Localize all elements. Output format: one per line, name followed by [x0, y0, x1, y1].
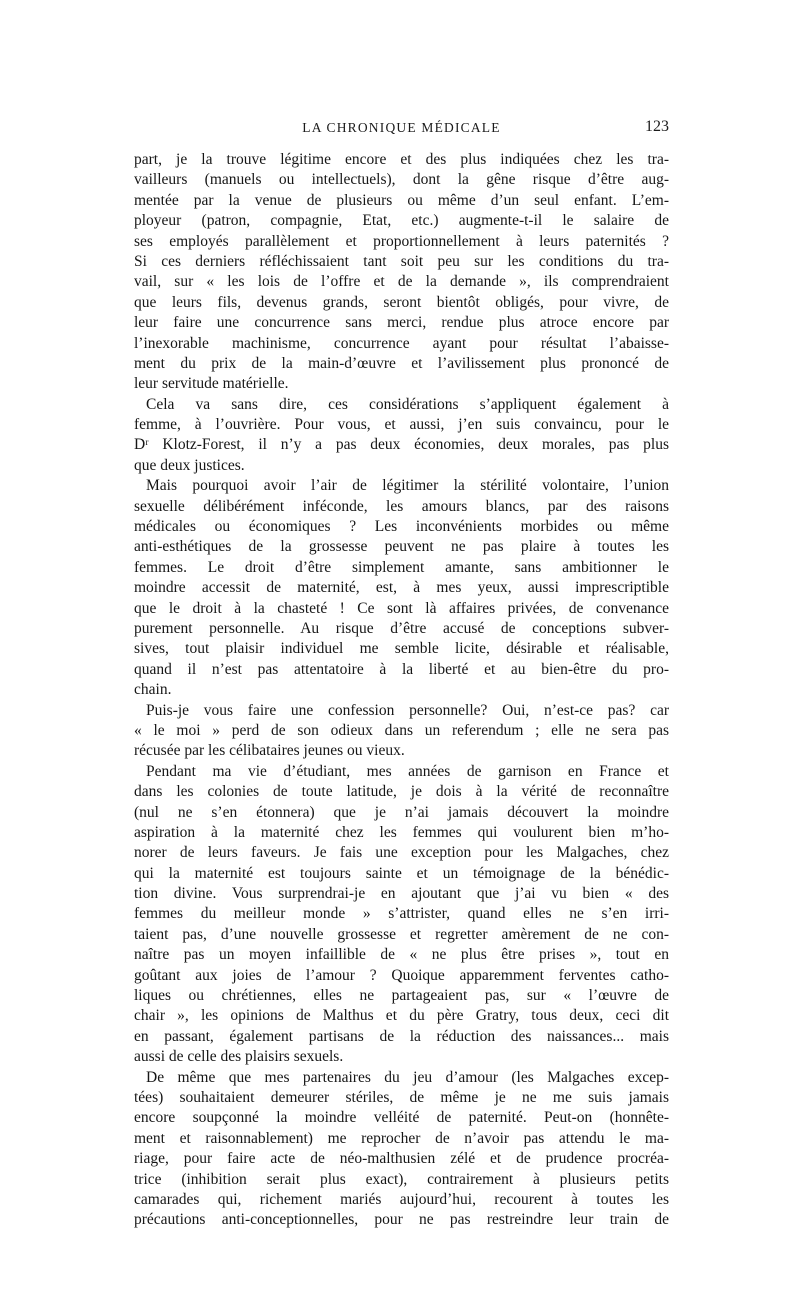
- text-line: goûtant aux joies de l’amour ? Quoique apparemment ferventes catho-: [134, 966, 669, 984]
- text-line: femmes du meilleur monde » s’attrister, quand elles ne s’en irri-: [134, 905, 669, 923]
- text-line: que leurs fils, devenus grands, seront bientôt obligés, pour vivre, de: [134, 293, 669, 311]
- text-line: naître pas un moyen infaillible de « ne plus être prises », tout en: [134, 946, 669, 964]
- text-line: femme, à l’ouvrière. Pour vous, et aussi, j’en suis convaincu, pour le: [134, 416, 669, 434]
- text-line: vailleurs (manuels ou intellectuels), dont la gêne risque d’être aug-: [134, 171, 669, 189]
- text-line: en passant, également partisans de la réduction des naissances... mais: [134, 1027, 669, 1045]
- text-line: De même que mes partenaires du jeu d’amour (les Malgaches excep-: [146, 1068, 669, 1086]
- text-line: quand il n’est pas attentatoire à la liberté et au bien-être du pro-: [134, 660, 669, 678]
- text-line: tées) souhaitaient demeurer stériles, de même je ne me suis jamais: [134, 1088, 669, 1106]
- text-line: leur faire une concurrence sans merci, rendue plus atroce encore par: [134, 314, 669, 332]
- text-line: « le moi » perd de son odieux dans un referendum ; elle ne sera pas: [134, 721, 669, 739]
- text-line: médicales ou économiques ? Les inconvénients morbides ou même: [134, 518, 669, 536]
- text-line: Puis-je vous faire une confession personnelle? Oui, n’est-ce pas? car: [146, 701, 669, 719]
- text-line: Pendant ma vie d’étudiant, mes années de garnison en France et: [146, 762, 669, 780]
- text-line: femmes. Le droit d’être simplement amante, sans ambitionner le: [134, 558, 669, 576]
- text-line: ployeur (patron, compagnie, Etat, etc.) augmente-t-il le salaire de: [134, 212, 669, 230]
- text-line: sexuelle délibérément inféconde, les amours blancs, par des raisons: [134, 497, 669, 515]
- body-text: [134, 150, 669, 1231]
- text-line: leur servitude matérielle.: [134, 375, 289, 393]
- text-line: dans les colonies de toute latitude, je dois à la vérité de reconnaître: [134, 783, 669, 801]
- text-line: purement personnelle. Au risque d’être accusé de conceptions subver-: [134, 619, 669, 637]
- text-line: ment et raisonnablement) me reprocher de n’avoir pas attendu le ma-: [134, 1129, 669, 1147]
- text-line: tion divine. Vous surprendrai-je en ajoutant que j’ai vu bien « des: [134, 885, 669, 903]
- text-line: Mais pourquoi avoir l’air de légitimer la stérilité volontaire, l’union: [146, 477, 669, 495]
- text-line: part, je la trouve légitime encore et des plus indiquées chez les tra-: [134, 151, 669, 168]
- text-line: ment du prix de la main-d’œuvre et l’avilissement plus prononcé de: [134, 354, 669, 372]
- text-line: (nul ne s’en étonnera) que je n’ai jamais découvert la moindre: [134, 803, 669, 821]
- text-line: riage, pour faire acte de néo-malthusien zélé et de prudence procréa-: [134, 1150, 669, 1168]
- running-head: [134, 120, 669, 140]
- journal-title: LA CHRONIQUE MÉDICALE: [302, 120, 501, 135]
- text-line: trice (inhibition serait plus exact), contrairement à plusieurs petits: [134, 1170, 669, 1188]
- text-line: Dʳ Klotz-Forest, il n’y a pas deux économies, deux morales, pas plus: [134, 436, 669, 454]
- text-line: l’inexorable machinisme, concurrence ayant pour résultat l’abaisse-: [134, 334, 669, 352]
- text-line: mentée par la venue de plusieurs ou même d’un seul enfant. L’em-: [134, 191, 669, 209]
- text-line: précautions anti-conceptionnelles, pour ne pas restreindre leur train de: [134, 1211, 669, 1229]
- text-line: récusée par les célibataires jeunes ou vieux.: [134, 742, 405, 760]
- text-line: encore soupçonné la moindre velléité de paternité. Peut-on (honnête-: [134, 1109, 669, 1127]
- text-line: vail, sur « les lois de l’offre et de la demande », ils comprendraient: [134, 273, 669, 291]
- text-line: Cela va sans dire, ces considérations s’appliquent également à: [146, 395, 669, 413]
- text-line: qui la maternité est toujours sainte et un témoignage de la bénédic-: [134, 864, 669, 882]
- text-line: Si ces derniers réfléchissaient tant soit peu sur les conditions du tra-: [134, 252, 669, 270]
- text-line: moindre accessit de maternité, est, à mes yeux, aussi imprescriptible: [134, 579, 669, 597]
- text-line: aussi de celle des plaisirs sexuels.: [134, 1048, 344, 1066]
- text-line: ses employés parallèlement et proportionnellement à leurs paternités ?: [134, 232, 669, 250]
- text-line: aspiration à la maternité chez les femmes qui voulurent bien m’ho-: [134, 823, 669, 841]
- text-line: anti-esthétiques de la grossesse peuvent ne pas plaire à toutes les: [134, 538, 669, 556]
- text-line: que le droit à la chasteté ! Ce sont là affaires privées, de convenance: [134, 599, 669, 617]
- text-line: liques ou chrétiennes, elles ne partageaient pas, sur « l’œuvre de: [134, 987, 669, 1005]
- page-number: 123: [645, 118, 669, 135]
- text-line: taient pas, d’une nouvelle grossesse et regretter amèrement de ne con-: [134, 925, 669, 943]
- text-line: camarades qui, richement mariés aujourd’hui, recourent à toutes les: [134, 1190, 669, 1208]
- text-line: norer de leurs faveurs. Je fais une exception pour les Malgaches, chez: [134, 844, 669, 862]
- text-line: chair », les opinions de Malthus et du père Gratry, tous deux, ceci dit: [134, 1007, 669, 1025]
- text-line: que deux justices.: [134, 456, 245, 474]
- text-line: sives, tout plaisir individuel me semble licite, désirable et réalisable,: [134, 640, 669, 658]
- text-line: chain.: [134, 681, 172, 699]
